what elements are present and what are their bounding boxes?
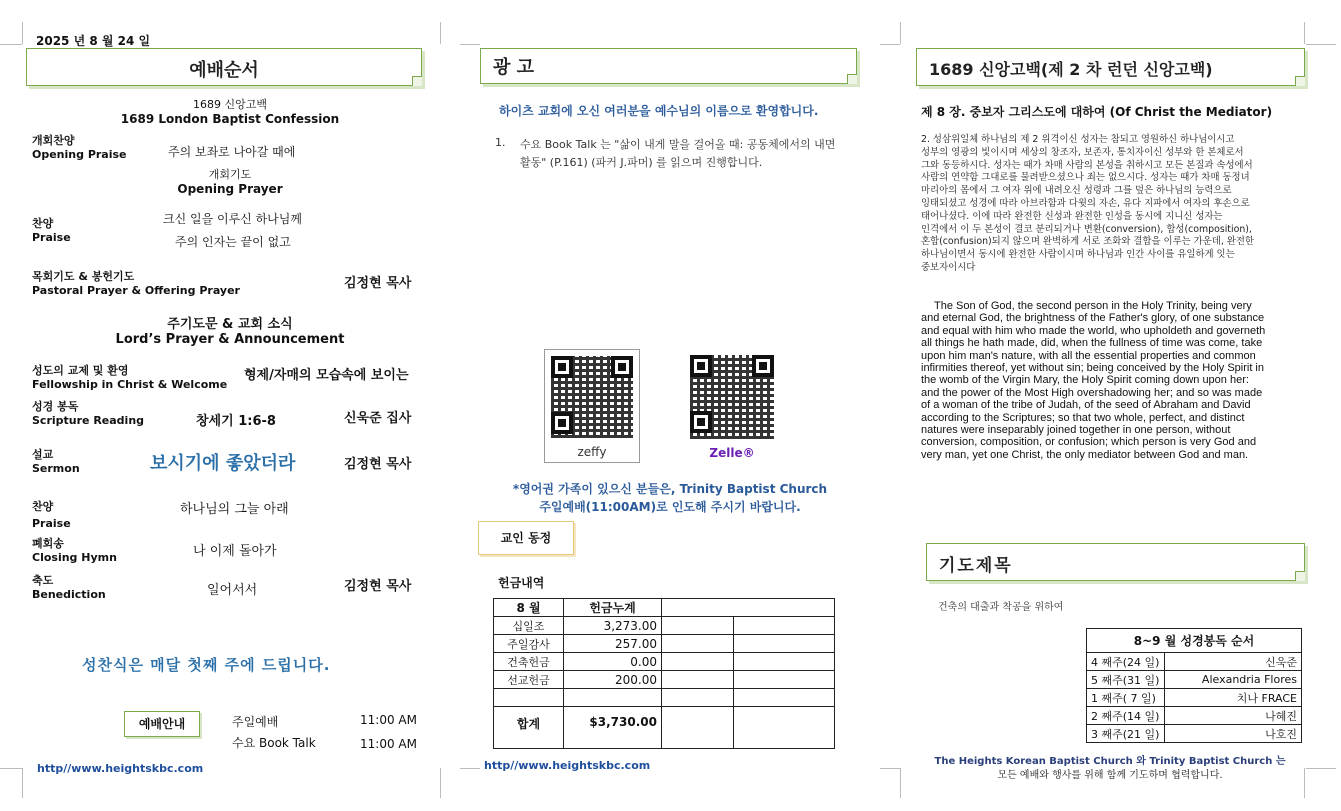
- service-time: 11:00 AM: [360, 713, 417, 727]
- prayer-item: 건축의 대출과 착공을 위하여: [938, 602, 1064, 613]
- order-item-person: 김정현 목사: [344, 457, 412, 472]
- order-item-content: 나 이제 돌아가: [193, 544, 277, 559]
- table-header-cell: 헌금누계: [564, 599, 662, 617]
- order-item-en: Fellowship in Christ & Welcome: [32, 378, 228, 391]
- order-item-label: [32, 134, 127, 162]
- worship-order-title: 예배순서: [189, 60, 259, 81]
- text-line: upon him man's nature, with all the essential properties and common: [921, 349, 1256, 362]
- confession-en: 1689 London Baptist Confession: [120, 112, 340, 126]
- empty-cell: [734, 617, 835, 635]
- text-line: conversion, composition, or confusion; which person is very God and: [921, 436, 1257, 449]
- crop-mark: [880, 44, 900, 45]
- order-item-label: [32, 448, 80, 476]
- table-row: [494, 617, 835, 635]
- text-line: 혼합(confusion)되지 않으며 완벽하게 서로 조화와 결합을 이루는 가운데, 완전한: [921, 236, 1254, 248]
- text-line: 마리아의 몸에서 그 여자 위에 내려오신 성령과 그를 덮은 하나님의 능력으로: [921, 185, 1232, 197]
- reading-schedule-table: [1086, 628, 1302, 743]
- reading-person: Alexandria Flores: [1165, 671, 1302, 689]
- order-item-content: 하나님의 그늘 아래: [180, 502, 289, 517]
- note-line: 주일예배(11:00AM)로 인도해 주시기 바랍니다.: [539, 500, 801, 514]
- text-line: 인격에서 이 두 본성이 결코 분리되거나 변환(conversion), 합성(composition),: [921, 223, 1252, 235]
- crop-mark: [22, 22, 23, 44]
- total-amount: $3,730.00: [564, 707, 662, 749]
- empty-cell: [734, 707, 835, 749]
- english-service-note: [470, 480, 870, 516]
- service-info-tab: [124, 711, 200, 737]
- reading-person: 나혜진: [1165, 707, 1302, 725]
- order-item-en: Pastoral Prayer & Offering Prayer: [32, 284, 240, 297]
- qr-finder: [611, 356, 633, 378]
- prayer-title: 기도제목: [939, 556, 1013, 576]
- empty-cell: [662, 671, 734, 689]
- order-item-ko: 폐회송: [32, 537, 64, 550]
- notice-line: 활동" (P.161) (파커 J.파머) 를 읽으며 진행합니다.: [520, 156, 763, 169]
- announcements-heading-box: [480, 48, 857, 84]
- confession-heading-title: 1689 신앙고백(제 2 차 런던 신앙고백): [929, 60, 1213, 79]
- service-name: 수요 Book Talk: [232, 736, 316, 750]
- text-line: 성부의 영광의 빛이시며 세상의 창조자, 보존자, 통치자이신 성부와 한 본체로서: [921, 146, 1244, 158]
- offering-amount: 0.00: [564, 653, 662, 671]
- table-row: [494, 653, 835, 671]
- order-item-ko: 축도: [32, 574, 54, 587]
- order-item-content: 주의 보좌로 나아갈 때에: [168, 145, 296, 159]
- offering-amount: 3,273.00: [564, 617, 662, 635]
- crop-mark: [0, 768, 22, 769]
- crop-mark: [880, 768, 900, 769]
- table-row: [1087, 689, 1302, 707]
- footer-line: The Heights Korean Baptist Church 와 Trinity Baptist Church 는: [934, 756, 1286, 767]
- text-line: the womb of the Virgin Mary, the Holy Spirit coming down upon her:: [921, 374, 1249, 387]
- table-row: [494, 671, 835, 689]
- folded-corner: [1295, 76, 1305, 86]
- empty-cell: [662, 653, 734, 671]
- confession-ko: 1689 신앙고백: [193, 98, 267, 111]
- qr-finder: [551, 412, 573, 434]
- table-row: [1087, 653, 1302, 671]
- text-line: of a woman of the tribe of Judah, of the seed of Abraham and David: [921, 399, 1251, 412]
- order-item-ko: 찬양: [32, 217, 54, 230]
- table-row: [494, 689, 835, 707]
- offering-type: [494, 689, 564, 707]
- order-item-label: [32, 217, 71, 245]
- total-label: 합계: [494, 707, 564, 749]
- reading-week: 4 째주(24 일): [1087, 653, 1165, 671]
- table-row: [1087, 671, 1302, 689]
- text-line: all things he hath made, did, when the fullness of time was come, take: [921, 337, 1263, 350]
- text-line: according to the Scriptures; so that two whole, perfect, and distinct: [921, 411, 1245, 424]
- text-line: and eternal God, the brightness of the Father's glory, of one substance: [921, 312, 1265, 325]
- folded-corner: [1295, 571, 1305, 581]
- folded-corner: [847, 74, 857, 84]
- order-item-ko: 성경 봉독: [32, 400, 79, 413]
- crop-mark: [1304, 22, 1305, 44]
- service-time: 11:00 AM: [360, 737, 417, 751]
- qr-finder: [551, 356, 573, 378]
- order-item-ko: 찬양: [32, 500, 54, 513]
- order-item-label: [32, 270, 240, 298]
- order-item-en: Benediction: [32, 588, 106, 601]
- communion-note: 성찬식은 매달 첫째 주에 드립니다.: [82, 656, 331, 674]
- confession-block: [30, 96, 430, 126]
- reading-week: 2 째주(14 일): [1087, 707, 1165, 725]
- reading-person: 치나 FRACE: [1165, 689, 1302, 707]
- offering-amount: 200.00: [564, 671, 662, 689]
- empty-cell: [662, 617, 734, 635]
- lords-prayer: [30, 313, 430, 347]
- order-item-content: 창세기 1:6-8: [196, 414, 276, 429]
- order-item-person: 신욱준 집사: [344, 411, 412, 426]
- order-item-content: 크신 일을 이루신 하나님께: [163, 212, 302, 226]
- confession-heading-box: [916, 48, 1305, 86]
- partnership-footer: [920, 755, 1300, 783]
- reading-person: 신욱준: [1165, 653, 1302, 671]
- crop-mark: [460, 44, 480, 45]
- table-header-row: [1087, 629, 1302, 653]
- offering-type: 건축헌금: [494, 653, 564, 671]
- crop-mark: [1304, 768, 1305, 798]
- text-line: 잉태되셨고 성경에 따라 아브라함과 다윗의 자손, 유다 지파에서 여자의 후손으로: [921, 197, 1250, 209]
- order-item-person: 김정현 목사: [344, 276, 412, 291]
- order-item-content: 형제/자매의 모습속에 보이는: [244, 368, 409, 383]
- crop-mark: [440, 768, 441, 798]
- zeffy-qr-code[interactable]: [544, 349, 640, 463]
- crop-mark: [900, 22, 901, 44]
- church-news-label: 교인 동정: [500, 531, 552, 545]
- text-line: 하나님이면서 동시에 완전한 사람이시며 하나님과 인간 사이를 유일하게 잇는: [921, 249, 1235, 261]
- qr-finder: [690, 355, 712, 377]
- offering-amount: [564, 689, 662, 707]
- order-item-ko: 개회찬양: [32, 134, 75, 147]
- confession-english-text: [921, 300, 1311, 461]
- reading-week: 3 째주(21 일): [1087, 725, 1165, 743]
- crop-mark: [1306, 44, 1336, 45]
- offering-title: 헌금내역: [498, 576, 545, 590]
- empty-cell: [662, 599, 835, 617]
- crop-mark: [900, 768, 901, 798]
- text-line: infirmities thereof, yet without sin; being conceived by the Holy Spirit in: [921, 362, 1264, 375]
- text-line: 태어나셨다. 이에 따라 완전한 신성과 완전한 인성을 동시에 지니신 성자는: [921, 210, 1223, 222]
- chapter-title: 제 8 장. 중보자 그리스도에 대하여 (Of Christ the Mediator): [921, 105, 1273, 119]
- text-line: natures were inseparably joined together in one person, without: [921, 424, 1231, 437]
- empty-cell: [662, 635, 734, 653]
- text-line: and the power of the Most High overshadowing her; and so was made: [921, 386, 1263, 399]
- table-total-row: [494, 707, 835, 749]
- order-item-label: [32, 364, 227, 392]
- text-line: very man, yet one Christ, the only mediator between God and man.: [921, 448, 1249, 461]
- order-item-label: [32, 400, 144, 428]
- church-news-tab: [478, 521, 574, 555]
- order-item-en: Scripture Reading: [32, 414, 145, 427]
- empty-cell: [662, 689, 734, 707]
- announcements-title: 광 고: [493, 57, 535, 78]
- table-row: [494, 635, 835, 653]
- offering-amount: 257.00: [564, 635, 662, 653]
- order-item-en: Opening Prayer: [177, 182, 283, 196]
- order-item-ko: 목회기도 & 봉헌기도: [32, 270, 135, 283]
- order-item-en: Closing Hymn: [32, 551, 117, 564]
- website-link[interactable]: http//www.heightskbc.com: [484, 759, 651, 772]
- qr-label: zeffy: [577, 445, 607, 459]
- reading-week: 1 째주( 7 일): [1087, 689, 1165, 707]
- order-item-content-2: 주의 인자는 끝이 없고: [175, 235, 291, 249]
- order-item-ko: 설교: [32, 448, 54, 461]
- text-line: and equal with him who made the world, who upholdeth and governeth: [921, 324, 1266, 337]
- service-info-label: 예배안내: [138, 717, 186, 731]
- footer-line: 모든 예배와 행사를 위해 함께 기도하며 협력합니다.: [997, 770, 1223, 781]
- empty-cell: [734, 653, 835, 671]
- crop-mark: [1306, 768, 1336, 769]
- order-item-ko: 개회기도: [208, 168, 252, 181]
- empty-cell: [662, 707, 734, 749]
- order-item-label: [32, 574, 106, 602]
- note-line: *영어권 가족이 있으신 분들은, Trinity Baptist Church: [512, 482, 828, 496]
- offering-type: 십일조: [494, 617, 564, 635]
- table-row: [1087, 725, 1302, 743]
- welcome-message: 하이츠 교회에 오신 여러분을 예수님의 이름으로 환영합니다.: [499, 104, 819, 118]
- text-line: 2. 성삼위일체 하나님의 제 2 위격이신 성자는 참되고 영원하신 하나님이시고: [921, 134, 1235, 145]
- order-item-en: Sermon: [32, 462, 80, 475]
- crop-mark: [460, 768, 480, 769]
- text-line: 사람의 연약함 그대로를 물려받으셨으나 죄는 없으시다. 성자는 때가 차매 동정녀: [921, 172, 1250, 184]
- text-line: 중보자이시다: [921, 261, 976, 273]
- crop-mark: [440, 22, 441, 44]
- qr-finder: [752, 355, 774, 377]
- order-item-en: Opening Praise: [32, 148, 127, 161]
- website-link[interactable]: http//www.heightskbc.com: [37, 762, 204, 775]
- order-item-ko: 주기도문 & 교회 소식: [167, 317, 293, 332]
- table-header-cell: 8 월: [494, 599, 564, 617]
- empty-cell: [734, 689, 835, 707]
- order-item-en: Praise: [32, 517, 71, 530]
- order-item-en: Lord’s Prayer & Announcement: [115, 332, 345, 347]
- notice-number: 1.: [495, 136, 506, 149]
- confession-korean-text: [921, 134, 1311, 275]
- reading-schedule-title: 8~9 월 성경봉독 순서: [1087, 629, 1302, 653]
- order-item-en: Praise: [32, 231, 71, 244]
- table-row: [1087, 707, 1302, 725]
- notice-text: [520, 136, 835, 172]
- text-line: 그와 동등하시다. 성자는 때가 차매 사람의 본성을 취하시고 모든 본질과 속성에서: [921, 159, 1253, 171]
- empty-cell: [734, 671, 835, 689]
- notice-line: 수요 Book Talk 는 "삶이 내게 말을 걸어올 때: 공동체에서의 내면: [520, 138, 836, 151]
- zelle-qr-code[interactable]: [684, 349, 780, 463]
- text-line: The Son of God, the second person in the Holy Trinity, being very: [934, 300, 1252, 312]
- qr-label: Zelle®: [709, 446, 755, 460]
- offering-type: 주일감사: [494, 635, 564, 653]
- order-item-label: [32, 500, 71, 531]
- order-item-person: 김정현 목사: [344, 579, 412, 594]
- reading-person: 나호진: [1165, 725, 1302, 743]
- table-header-row: [494, 599, 835, 617]
- folded-corner: [412, 76, 422, 86]
- reading-week: 5 째주(31 일): [1087, 671, 1165, 689]
- order-item-ko: 성도의 교제 및 환영: [32, 364, 129, 377]
- sermon-title: 보시기에 좋았더라: [150, 453, 296, 474]
- empty-cell: [734, 635, 835, 653]
- crop-mark: [0, 44, 22, 45]
- offering-table: [493, 598, 835, 749]
- service-name: 주일예배: [232, 715, 279, 729]
- qr-finder: [690, 411, 712, 433]
- worship-order-heading-box: [26, 48, 422, 86]
- order-item-content: 일어서서: [207, 583, 258, 598]
- opening-prayer: [30, 166, 430, 196]
- crop-mark: [22, 768, 23, 798]
- order-item-label: [32, 537, 117, 565]
- prayer-heading-box: [926, 543, 1305, 581]
- offering-type: 선교헌금: [494, 671, 564, 689]
- bulletin-date: 2025 년 8 월 24 일: [36, 34, 151, 48]
